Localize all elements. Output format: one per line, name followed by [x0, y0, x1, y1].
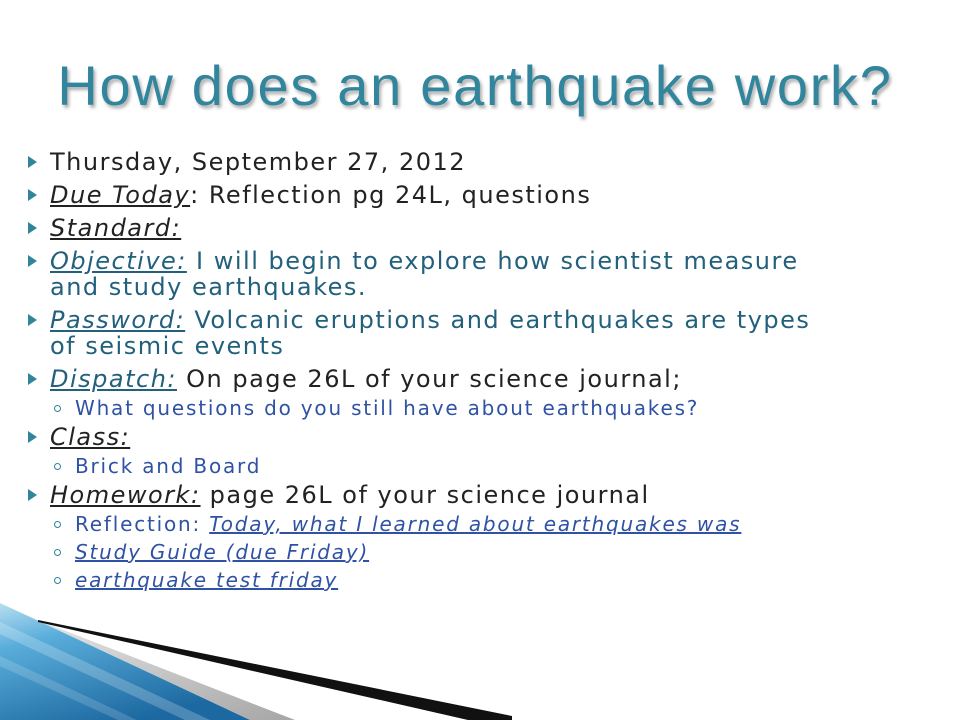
homework-label: Homework:: [50, 481, 201, 509]
bullet-class: [0, 424, 830, 479]
reflection-label: Reflection: [75, 512, 193, 536]
test-reminder-text: earthquake test friday: [75, 568, 339, 592]
date-text: Thursday, September 27, 2012: [50, 148, 467, 176]
study-guide-text: Study Guide (due Friday): [75, 540, 370, 564]
homework-text: page 26L of your science journal: [200, 481, 650, 509]
bullet-date: [0, 149, 830, 175]
dispatch-text: On page 26L of your science journal;: [177, 365, 682, 393]
bullet-objective: [0, 248, 830, 300]
homework-sub-list: [50, 511, 830, 593]
class-sub-list: [50, 453, 830, 479]
corner-swoosh-decoration: [0, 590, 540, 720]
due-today-text: : Reflection pg 24L, questions: [190, 181, 592, 209]
sub-bullet-reflection: [50, 511, 830, 537]
objective-text: I will begin to explore how scientist measure and study earthquakes.: [50, 247, 799, 301]
bullet-dispatch: [0, 366, 830, 421]
bullet-due-today: [0, 182, 830, 208]
slide-title: How does an earthquake work?: [57, 54, 893, 117]
circle-bullet-icon: [54, 463, 61, 470]
dispatch-label: Dispatch:: [50, 365, 177, 393]
circle-bullet-icon: [54, 577, 61, 584]
arrow-bullet-icon: [28, 156, 37, 168]
class-name-text: Brick and Board: [75, 454, 262, 478]
objective-label: Objective:: [50, 247, 187, 275]
password-text: Volcanic eruptions and earthquakes are types of seismic events: [50, 306, 811, 360]
sub-bullet-study-guide: [50, 539, 830, 565]
circle-bullet-icon: [54, 405, 61, 412]
class-label: Class:: [50, 423, 131, 451]
bullet-homework: [0, 482, 830, 593]
arrow-bullet-icon: [28, 189, 37, 201]
bullet-standard: [0, 215, 830, 241]
arrow-bullet-icon: [28, 431, 37, 443]
arrow-bullet-icon: [28, 489, 37, 501]
circle-bullet-icon: [54, 549, 61, 556]
dispatch-sub-list: [50, 395, 830, 421]
bullet-list: [0, 149, 830, 593]
circle-bullet-icon: [54, 521, 61, 528]
standard-label: Standard:: [50, 214, 182, 242]
sub-bullet-test: [50, 567, 830, 593]
due-today-label: Due Today: [50, 181, 191, 209]
reflection-separator: :: [192, 512, 210, 536]
arrow-bullet-icon: [28, 255, 37, 267]
arrow-bullet-icon: [28, 222, 37, 234]
reflection-prompt-text: Today, what I learned about earthquakes was: [209, 512, 742, 536]
arrow-bullet-icon: [28, 373, 37, 385]
question-text: What questions do you still have about earthquakes?: [75, 396, 700, 420]
arrow-bullet-icon: [28, 314, 37, 326]
bullet-password: [0, 307, 830, 359]
sub-bullet-question: [50, 395, 830, 421]
password-label: Password:: [50, 306, 186, 334]
sub-bullet-class-name: [50, 453, 830, 479]
